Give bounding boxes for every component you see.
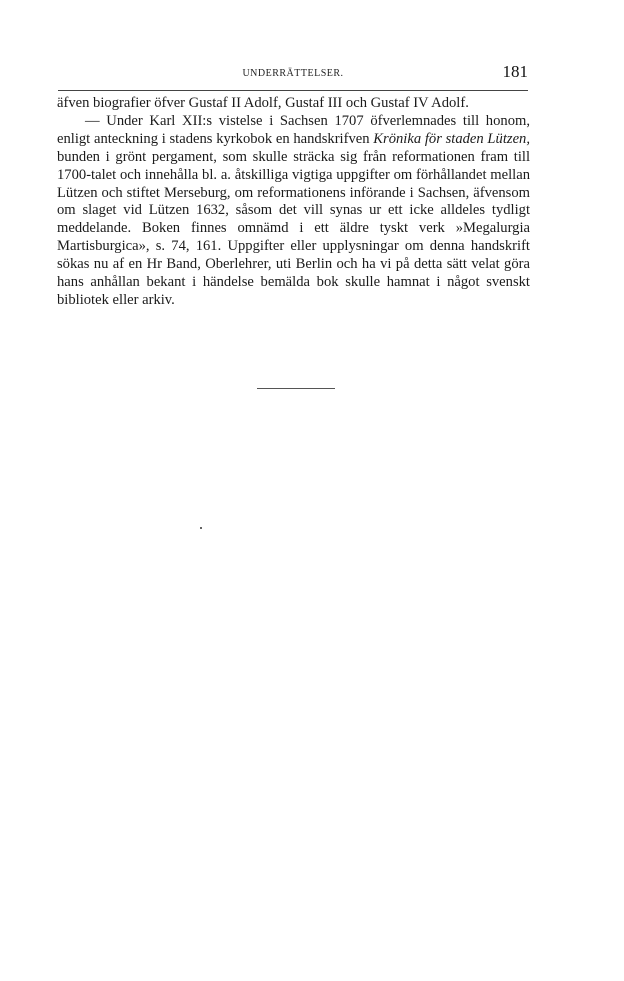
section-end-rule: [257, 388, 335, 389]
body-text: [57, 95, 530, 310]
paragraph-2: [57, 113, 530, 310]
ink-speck: [200, 527, 202, 529]
paragraph-2-part-b: bunden i grönt pergament, som skulle sträcka sig från reformationen fram till 1700-talet och innehålla bl. a. åtskilliga vigtiga uppgifter om förhållandet mellan Lützen och stiftet Merseburg, om reformationens införande i Sachsen, äfvensom om slaget vid Lützen 1632, såsom det vill synas ur ett icke alldeles tydligt meddelande. Boken finnes omnämd i ett äldre tyskt verk »Megalurgia Martisburgica», s. 74, 161. Uppgifter eller upplysningar om denna handskrift sökas nu af en Hr Band, Oberlehrer, uti Berlin och ha vi på detta sätt velat göra hans anhållan bekant i händelse bemälda bok skulle hamnat i något svenskt bibliotek eller arkiv.: [57, 148, 530, 308]
book-title-italic: Krönika för staden Lützen,: [373, 130, 531, 147]
page-number: 181: [502, 62, 528, 81]
paragraph-1: äfven biografier öfver Gustaf II Adolf, Gustaf III och Gustaf IV Adolf.: [57, 95, 469, 111]
header-rule: [58, 90, 528, 91]
running-head: [58, 62, 528, 86]
running-title: UNDERRÄTTELSER.: [242, 68, 344, 79]
paragraph-2-part-a: — Under Karl XII:s vistelse i Sachsen 1707 öfverlemnades till honom, enligt anteckning i stadens kyrkobok en handskrifven: [57, 112, 530, 147]
